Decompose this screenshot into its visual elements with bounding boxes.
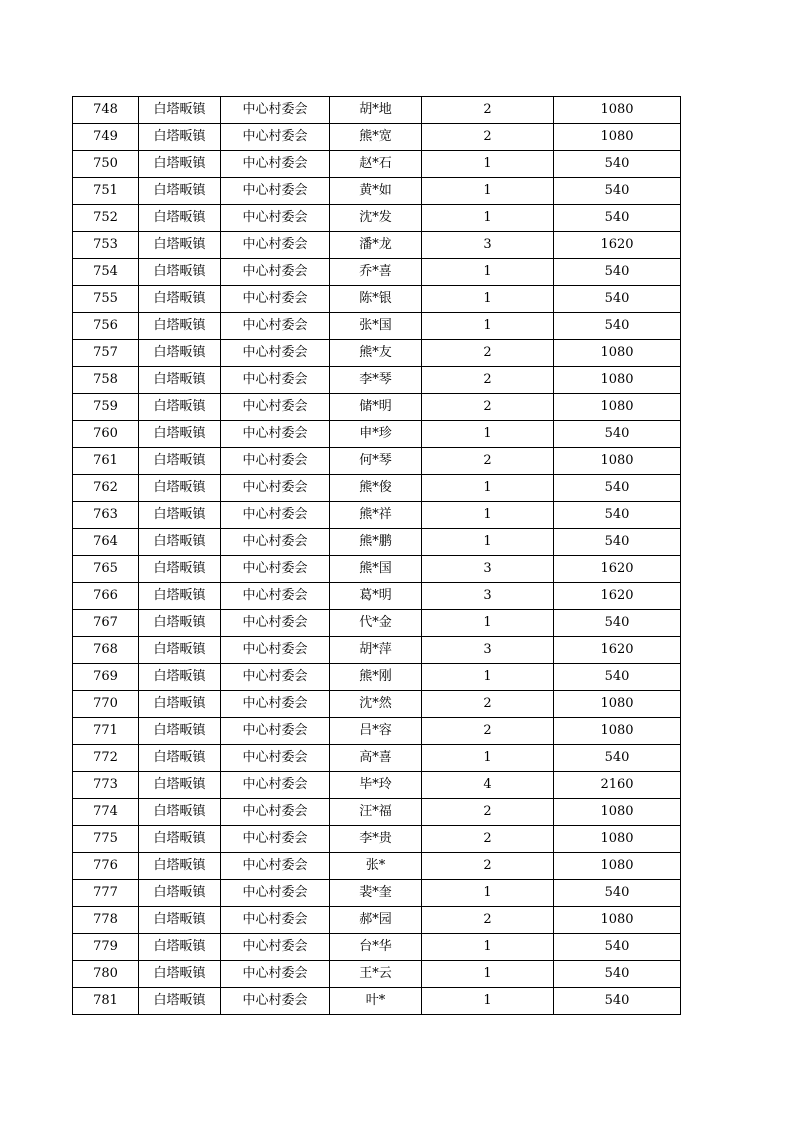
name-cell: 熊*鹏	[330, 529, 422, 556]
name-cell: 胡*萍	[330, 637, 422, 664]
row-number-cell: 749	[73, 124, 139, 151]
row-number-cell: 779	[73, 934, 139, 961]
name-cell: 熊*宽	[330, 124, 422, 151]
village-committee-cell: 中心村委会	[221, 205, 330, 232]
village-committee-cell: 中心村委会	[221, 637, 330, 664]
table-row	[73, 718, 681, 745]
amount-cell: 1620	[554, 556, 681, 583]
name-cell: 李*贵	[330, 826, 422, 853]
name-cell: 熊*祥	[330, 502, 422, 529]
village-committee-cell: 中心村委会	[221, 232, 330, 259]
household-count-cell: 2	[422, 340, 554, 367]
name-cell: 熊*俊	[330, 475, 422, 502]
town-cell: 白塔畈镇	[139, 934, 221, 961]
village-committee-cell: 中心村委会	[221, 151, 330, 178]
amount-cell: 1080	[554, 367, 681, 394]
row-number-cell: 758	[73, 367, 139, 394]
table-row	[73, 448, 681, 475]
name-cell: 储*明	[330, 394, 422, 421]
amount-cell: 1080	[554, 97, 681, 124]
town-cell: 白塔畈镇	[139, 637, 221, 664]
village-committee-cell: 中心村委会	[221, 502, 330, 529]
town-cell: 白塔畈镇	[139, 205, 221, 232]
row-number-cell: 770	[73, 691, 139, 718]
town-cell: 白塔畈镇	[139, 907, 221, 934]
row-number-cell: 752	[73, 205, 139, 232]
household-count-cell: 2	[422, 691, 554, 718]
name-cell: 代*金	[330, 610, 422, 637]
amount-cell: 1620	[554, 637, 681, 664]
amount-cell: 540	[554, 880, 681, 907]
table-row	[73, 556, 681, 583]
town-cell: 白塔畈镇	[139, 853, 221, 880]
amount-cell: 540	[554, 529, 681, 556]
name-cell: 台*华	[330, 934, 422, 961]
household-count-cell: 1	[422, 178, 554, 205]
name-cell: 李*琴	[330, 367, 422, 394]
town-cell: 白塔畈镇	[139, 880, 221, 907]
row-number-cell: 772	[73, 745, 139, 772]
name-cell: 何*琴	[330, 448, 422, 475]
town-cell: 白塔畈镇	[139, 97, 221, 124]
household-count-cell: 1	[422, 502, 554, 529]
name-cell: 潘*龙	[330, 232, 422, 259]
household-count-cell: 1	[422, 745, 554, 772]
household-count-cell: 1	[422, 664, 554, 691]
village-committee-cell: 中心村委会	[221, 853, 330, 880]
table-row	[73, 421, 681, 448]
town-cell: 白塔畈镇	[139, 421, 221, 448]
row-number-cell: 777	[73, 880, 139, 907]
amount-cell: 540	[554, 610, 681, 637]
village-committee-cell: 中心村委会	[221, 799, 330, 826]
amount-cell: 540	[554, 286, 681, 313]
table-row	[73, 313, 681, 340]
table-row	[73, 286, 681, 313]
town-cell: 白塔畈镇	[139, 340, 221, 367]
village-committee-cell: 中心村委会	[221, 421, 330, 448]
amount-cell: 1080	[554, 394, 681, 421]
household-count-cell: 1	[422, 529, 554, 556]
village-committee-cell: 中心村委会	[221, 340, 330, 367]
village-committee-cell: 中心村委会	[221, 286, 330, 313]
name-cell: 陈*银	[330, 286, 422, 313]
household-count-cell: 2	[422, 799, 554, 826]
household-count-cell: 1	[422, 880, 554, 907]
household-count-cell: 2	[422, 907, 554, 934]
amount-cell: 1080	[554, 448, 681, 475]
household-count-cell: 3	[422, 232, 554, 259]
name-cell: 申*珍	[330, 421, 422, 448]
household-count-cell: 1	[422, 475, 554, 502]
table-row	[73, 394, 681, 421]
name-cell: 吕*容	[330, 718, 422, 745]
village-committee-cell: 中心村委会	[221, 394, 330, 421]
table-row	[73, 367, 681, 394]
village-committee-cell: 中心村委会	[221, 907, 330, 934]
row-number-cell: 755	[73, 286, 139, 313]
row-number-cell: 776	[73, 853, 139, 880]
household-count-cell: 1	[422, 610, 554, 637]
town-cell: 白塔畈镇	[139, 583, 221, 610]
household-count-cell: 3	[422, 583, 554, 610]
amount-cell: 1080	[554, 340, 681, 367]
town-cell: 白塔畈镇	[139, 313, 221, 340]
table-row	[73, 880, 681, 907]
village-committee-cell: 中心村委会	[221, 448, 330, 475]
household-count-cell: 2	[422, 826, 554, 853]
row-number-cell: 751	[73, 178, 139, 205]
table-row	[73, 151, 681, 178]
household-count-cell: 3	[422, 556, 554, 583]
roster-table	[72, 96, 681, 1015]
row-number-cell: 766	[73, 583, 139, 610]
table-row	[73, 205, 681, 232]
household-count-cell: 1	[422, 151, 554, 178]
amount-cell: 1080	[554, 124, 681, 151]
town-cell: 白塔畈镇	[139, 286, 221, 313]
village-committee-cell: 中心村委会	[221, 718, 330, 745]
household-count-cell: 4	[422, 772, 554, 799]
town-cell: 白塔畈镇	[139, 610, 221, 637]
row-number-cell: 763	[73, 502, 139, 529]
household-count-cell: 2	[422, 853, 554, 880]
row-number-cell: 764	[73, 529, 139, 556]
household-count-cell: 2	[422, 394, 554, 421]
table-row	[73, 637, 681, 664]
town-cell: 白塔畈镇	[139, 988, 221, 1015]
town-cell: 白塔畈镇	[139, 367, 221, 394]
village-committee-cell: 中心村委会	[221, 664, 330, 691]
town-cell: 白塔畈镇	[139, 394, 221, 421]
amount-cell: 1620	[554, 583, 681, 610]
household-count-cell: 3	[422, 637, 554, 664]
name-cell: 郝*园	[330, 907, 422, 934]
row-number-cell: 750	[73, 151, 139, 178]
table-row	[73, 961, 681, 988]
amount-cell: 1080	[554, 826, 681, 853]
row-number-cell: 765	[73, 556, 139, 583]
name-cell: 黄*如	[330, 178, 422, 205]
amount-cell: 540	[554, 313, 681, 340]
amount-cell: 1080	[554, 853, 681, 880]
row-number-cell: 753	[73, 232, 139, 259]
household-count-cell: 1	[422, 313, 554, 340]
household-count-cell: 1	[422, 286, 554, 313]
name-cell: 沈*然	[330, 691, 422, 718]
row-number-cell: 757	[73, 340, 139, 367]
row-number-cell: 759	[73, 394, 139, 421]
row-number-cell: 762	[73, 475, 139, 502]
table-row	[73, 259, 681, 286]
amount-cell: 540	[554, 178, 681, 205]
table-row	[73, 988, 681, 1015]
village-committee-cell: 中心村委会	[221, 880, 330, 907]
table-row	[73, 502, 681, 529]
town-cell: 白塔畈镇	[139, 745, 221, 772]
village-committee-cell: 中心村委会	[221, 313, 330, 340]
amount-cell: 540	[554, 988, 681, 1015]
table-row	[73, 907, 681, 934]
name-cell: 乔*喜	[330, 259, 422, 286]
town-cell: 白塔畈镇	[139, 475, 221, 502]
amount-cell: 1080	[554, 799, 681, 826]
amount-cell: 540	[554, 205, 681, 232]
town-cell: 白塔畈镇	[139, 799, 221, 826]
name-cell: 沈*发	[330, 205, 422, 232]
town-cell: 白塔畈镇	[139, 826, 221, 853]
name-cell: 汪*福	[330, 799, 422, 826]
town-cell: 白塔畈镇	[139, 664, 221, 691]
name-cell: 叶*	[330, 988, 422, 1015]
village-committee-cell: 中心村委会	[221, 826, 330, 853]
table-row	[73, 826, 681, 853]
household-count-cell: 2	[422, 448, 554, 475]
table-row	[73, 853, 681, 880]
town-cell: 白塔畈镇	[139, 961, 221, 988]
amount-cell: 540	[554, 664, 681, 691]
household-count-cell: 2	[422, 97, 554, 124]
village-committee-cell: 中心村委会	[221, 367, 330, 394]
table-row	[73, 934, 681, 961]
row-number-cell: 781	[73, 988, 139, 1015]
town-cell: 白塔畈镇	[139, 448, 221, 475]
name-cell: 赵*石	[330, 151, 422, 178]
table-row	[73, 124, 681, 151]
town-cell: 白塔畈镇	[139, 232, 221, 259]
household-count-cell: 2	[422, 124, 554, 151]
table-row	[73, 178, 681, 205]
row-number-cell: 761	[73, 448, 139, 475]
roster-table-body	[73, 97, 681, 1015]
row-number-cell: 756	[73, 313, 139, 340]
household-count-cell: 1	[422, 421, 554, 448]
town-cell: 白塔畈镇	[139, 718, 221, 745]
name-cell: 毕*玲	[330, 772, 422, 799]
amount-cell: 540	[554, 961, 681, 988]
amount-cell: 540	[554, 934, 681, 961]
table-row	[73, 799, 681, 826]
table-row	[73, 745, 681, 772]
name-cell: 高*喜	[330, 745, 422, 772]
row-number-cell: 769	[73, 664, 139, 691]
name-cell: 胡*地	[330, 97, 422, 124]
row-number-cell: 773	[73, 772, 139, 799]
row-number-cell: 771	[73, 718, 139, 745]
town-cell: 白塔畈镇	[139, 529, 221, 556]
amount-cell: 1080	[554, 907, 681, 934]
village-committee-cell: 中心村委会	[221, 259, 330, 286]
amount-cell: 1620	[554, 232, 681, 259]
table-row	[73, 232, 681, 259]
amount-cell: 540	[554, 745, 681, 772]
village-committee-cell: 中心村委会	[221, 124, 330, 151]
name-cell: 裴*奎	[330, 880, 422, 907]
amount-cell: 540	[554, 502, 681, 529]
name-cell: 熊*友	[330, 340, 422, 367]
row-number-cell: 768	[73, 637, 139, 664]
table-row	[73, 529, 681, 556]
name-cell: 葛*明	[330, 583, 422, 610]
row-number-cell: 775	[73, 826, 139, 853]
amount-cell: 2160	[554, 772, 681, 799]
village-committee-cell: 中心村委会	[221, 97, 330, 124]
household-count-cell: 2	[422, 718, 554, 745]
town-cell: 白塔畈镇	[139, 124, 221, 151]
village-committee-cell: 中心村委会	[221, 691, 330, 718]
amount-cell: 540	[554, 475, 681, 502]
household-count-cell: 1	[422, 988, 554, 1015]
amount-cell: 540	[554, 421, 681, 448]
amount-cell: 1080	[554, 691, 681, 718]
town-cell: 白塔畈镇	[139, 691, 221, 718]
row-number-cell: 748	[73, 97, 139, 124]
row-number-cell: 780	[73, 961, 139, 988]
town-cell: 白塔畈镇	[139, 151, 221, 178]
village-committee-cell: 中心村委会	[221, 934, 330, 961]
town-cell: 白塔畈镇	[139, 772, 221, 799]
table-row	[73, 583, 681, 610]
table-row	[73, 664, 681, 691]
household-count-cell: 1	[422, 205, 554, 232]
row-number-cell: 767	[73, 610, 139, 637]
name-cell: 熊*国	[330, 556, 422, 583]
table-row	[73, 691, 681, 718]
table-row	[73, 340, 681, 367]
row-number-cell: 754	[73, 259, 139, 286]
village-committee-cell: 中心村委会	[221, 772, 330, 799]
village-committee-cell: 中心村委会	[221, 745, 330, 772]
name-cell: 张*	[330, 853, 422, 880]
household-count-cell: 1	[422, 934, 554, 961]
household-count-cell: 1	[422, 961, 554, 988]
name-cell: 张*国	[330, 313, 422, 340]
household-count-cell: 1	[422, 259, 554, 286]
amount-cell: 1080	[554, 718, 681, 745]
town-cell: 白塔畈镇	[139, 556, 221, 583]
village-committee-cell: 中心村委会	[221, 583, 330, 610]
amount-cell: 540	[554, 259, 681, 286]
name-cell: 熊*刚	[330, 664, 422, 691]
village-committee-cell: 中心村委会	[221, 556, 330, 583]
village-committee-cell: 中心村委会	[221, 988, 330, 1015]
table-row	[73, 772, 681, 799]
amount-cell: 540	[554, 151, 681, 178]
town-cell: 白塔畈镇	[139, 178, 221, 205]
town-cell: 白塔畈镇	[139, 502, 221, 529]
table-row	[73, 475, 681, 502]
row-number-cell: 774	[73, 799, 139, 826]
village-committee-cell: 中心村委会	[221, 178, 330, 205]
row-number-cell: 778	[73, 907, 139, 934]
village-committee-cell: 中心村委会	[221, 610, 330, 637]
household-count-cell: 2	[422, 367, 554, 394]
village-committee-cell: 中心村委会	[221, 961, 330, 988]
row-number-cell: 760	[73, 421, 139, 448]
table-row	[73, 97, 681, 124]
town-cell: 白塔畈镇	[139, 259, 221, 286]
village-committee-cell: 中心村委会	[221, 529, 330, 556]
table-row	[73, 610, 681, 637]
name-cell: 王*云	[330, 961, 422, 988]
village-committee-cell: 中心村委会	[221, 475, 330, 502]
